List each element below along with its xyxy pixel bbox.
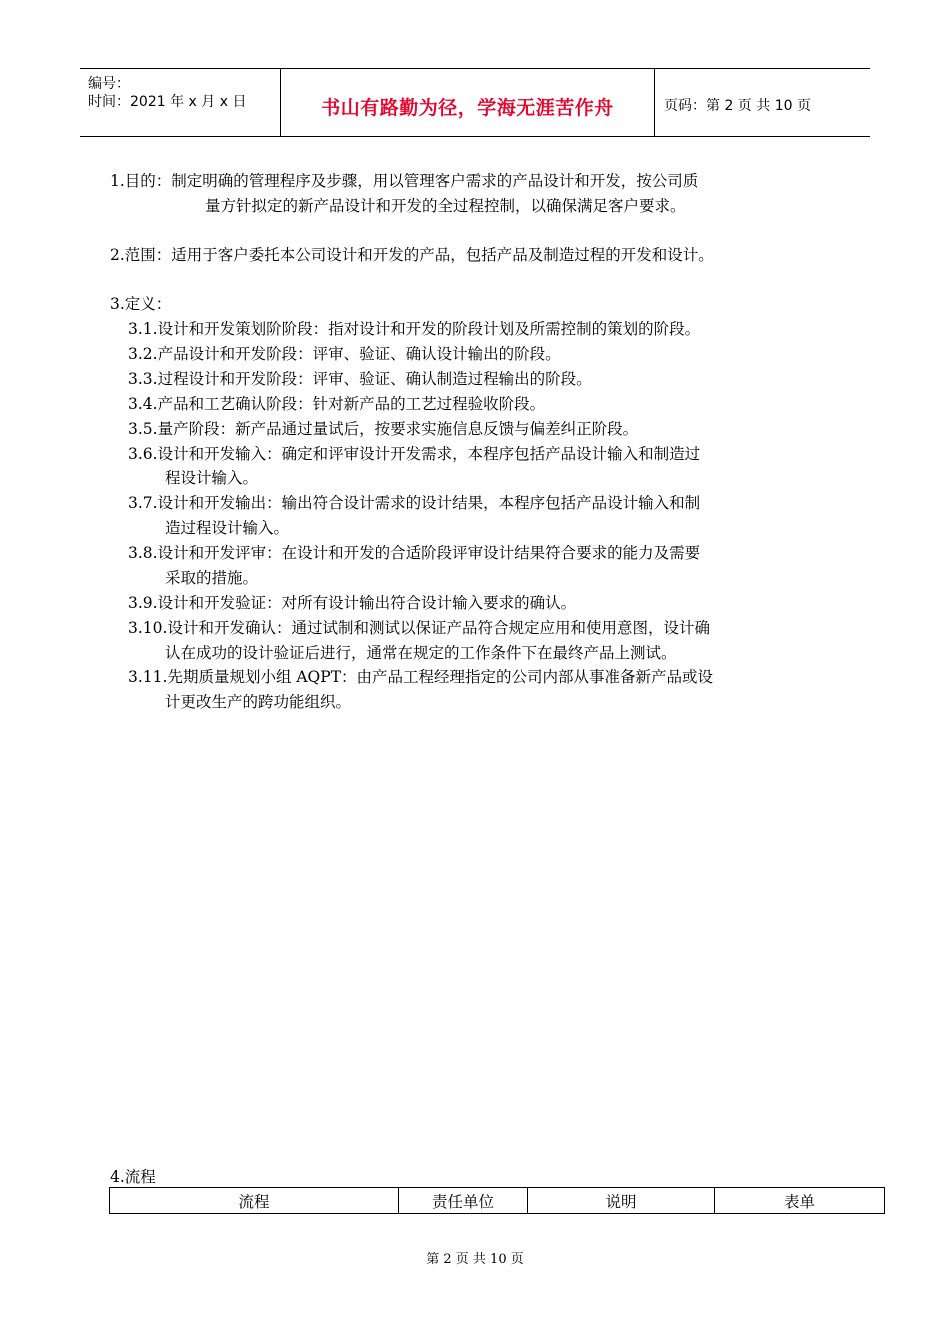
definitions-title: 3.定义：: [110, 295, 172, 313]
definition-3-5: 3.5.量产阶段：新产品通过量试后，按要求实施信息反馈与偏差纠正阶段。: [128, 420, 639, 438]
page-info: 页码：第 2 页 共 10 页: [664, 98, 811, 114]
header-motto-cell: [281, 69, 655, 136]
purpose-line-1: 1.目的：制定明确的管理程序及步骤，用以管理客户需求的产品设计和开发，按公司质: [110, 172, 699, 190]
definition-3-6-line-2: 程设计输入。: [165, 469, 259, 487]
column-header-form: 表单: [715, 1188, 885, 1214]
page-header: [80, 68, 870, 137]
motto-text: 书山有路勤为径，学海无涯苦作舟: [321, 97, 614, 119]
definition-3-7-line-1: 3.7.设计和开发输出：输出符合设计需求的设计结果，本程序包括产品设计输入和制: [128, 494, 701, 512]
definition-3-8-line-2: 采取的措施。: [165, 569, 259, 587]
definition-3-3: 3.3.过程设计和开发阶段：评审、验证、确认制造过程输出的阶段。: [128, 370, 592, 388]
definition-3-6-line-1: 3.6.设计和开发输入：确定和评审设计开发需求，本程序包括产品设计输入和制造过: [128, 445, 701, 463]
definition-3-2: 3.2.产品设计和开发阶段：评审、验证、确认设计输出的阶段。: [128, 345, 561, 363]
column-header-description: 说明: [528, 1188, 715, 1214]
column-header-responsible: 责任单位: [399, 1188, 528, 1214]
definition-3-9: 3.9.设计和开发验证：对所有设计输出符合设计输入要求的确认。: [128, 594, 577, 612]
process-table: [109, 1187, 885, 1214]
column-header-process: 流程: [110, 1188, 399, 1214]
definition-3-10-line-1: 3.10.设计和开发确认：通过试制和测试以保证产品符合规定应用和使用意图，设计确: [128, 619, 710, 637]
definition-3-4: 3.4.产品和工艺确认阶段：针对新产品的工艺过程验收阶段。: [128, 395, 546, 413]
time-label: 时间：2021 年 x 月 x 日: [88, 94, 247, 110]
number-label: 编号：: [88, 76, 130, 92]
definition-3-7-line-2: 造过程设计输入。: [165, 519, 290, 537]
header-info-cell: [80, 69, 281, 136]
definition-3-1: 3.1.设计和开发策划阶阶段：指对设计和开发的阶段计划及所需控制的策划的阶段。: [128, 320, 701, 338]
header-page-cell: [655, 69, 870, 136]
scope-line: 2.范围：适用于客户委托本公司设计和开发的产品，包括产品及制造过程的开发和设计。: [110, 246, 714, 264]
purpose-line-2: 量方针拟定的新产品设计和开发的全过程控制，以确保满足客户要求。: [205, 197, 686, 215]
table-header-row: [110, 1188, 885, 1214]
definition-3-11-line-2: 计更改生产的跨功能组织。: [165, 693, 352, 711]
page-footer: 第 2 页 共 10 页: [426, 1252, 524, 1267]
definition-3-8-line-1: 3.8.设计和开发评审：在设计和开发的合适阶段评审设计结果符合要求的能力及需要: [128, 544, 701, 562]
definition-3-10-line-2: 认在成功的设计验证后进行，通常在规定的工作条件下在最终产品上测试。: [165, 644, 677, 662]
process-title: 4.流程: [110, 1168, 156, 1186]
definition-3-11-line-1: 3.11.先期质量规划小组 AQPT：由产品工程经理指定的公司内部从事准备新产品或设: [128, 668, 714, 686]
